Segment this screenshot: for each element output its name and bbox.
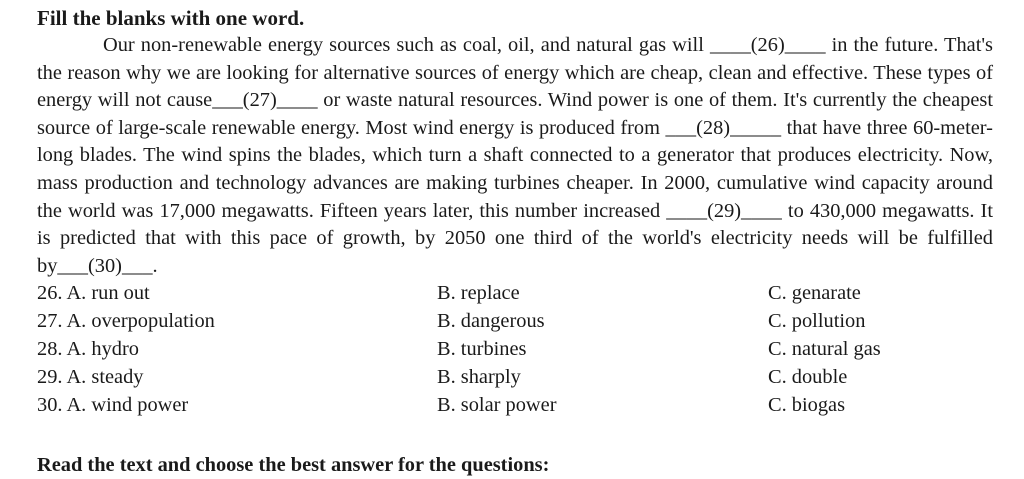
option-c: C. pollution	[768, 310, 866, 333]
passage-text-7: .	[152, 254, 158, 277]
blank-30: ___(30)___	[57, 254, 153, 277]
passage-text-2: in the future. That's the reason why we are looking for alternative sources of energy which are cheap, clean and effective. These types of energy will not cause	[37, 34, 993, 112]
option-c: C. biogas	[768, 393, 846, 416]
reading-passage	[37, 32, 993, 280]
question-27-row	[37, 308, 993, 336]
passage-text-4: that have three 60-meter-long blades. The wind spins the blades, which turn a shaft connected to a generator that produces electricity. Now, mass production and technology advances are making turbines cheaper.	[37, 116, 993, 194]
blank-29: ____(29)____	[666, 199, 782, 222]
option-b: B. dangerous	[437, 310, 545, 333]
passage-text-5: In 2000, cumulative wind capacity around the world was 17,000 megawatts. Fifteen years later, this number increased	[37, 171, 993, 222]
option-c: C. double	[768, 365, 848, 388]
question-30-row	[37, 392, 993, 420]
blank-27: ___(27)____	[212, 89, 318, 112]
passage-text-1: Our non-renewable energy sources such as coal, oil, and natural gas will	[103, 34, 704, 56]
option-b: B. sharply	[437, 365, 521, 388]
option-a: 26. A. run out	[37, 282, 150, 305]
worksheet-page	[37, 4, 993, 419]
question-28-row	[37, 336, 993, 364]
blank-28: ___(28)_____	[665, 116, 782, 139]
passage-text-6: to 430,000 megawatts. It is predicted that with this pace of growth, by 2050 one third of the world's electricity needs will be fulfilled by	[37, 199, 993, 277]
question-26-row	[37, 280, 993, 308]
option-b: B. replace	[437, 282, 520, 305]
blank-26: ____(26)____	[709, 34, 826, 56]
option-b: B. solar power	[437, 393, 557, 416]
option-a: 28. A. hydro	[37, 337, 139, 360]
passage-text-3: or waste natural resources. Wind power is one of them. It's currently the cheapest source of large-scale renewable energy. Most wind energy is produced from	[37, 89, 993, 139]
answer-options	[37, 280, 993, 419]
option-c: C. genarate	[768, 282, 861, 305]
option-a: 27. A. overpopulation	[37, 310, 215, 333]
option-a: 29. A. steady	[37, 365, 144, 388]
option-a: 30. A. wind power	[37, 393, 189, 416]
exercise-heading: Fill the blanks with one word.	[37, 6, 305, 30]
question-29-row	[37, 364, 993, 392]
option-b: B. turbines	[437, 337, 527, 360]
option-c: C. natural gas	[768, 337, 881, 360]
next-section-heading-cutoff: Read the text and choose the best answer for the questions:	[37, 454, 550, 476]
